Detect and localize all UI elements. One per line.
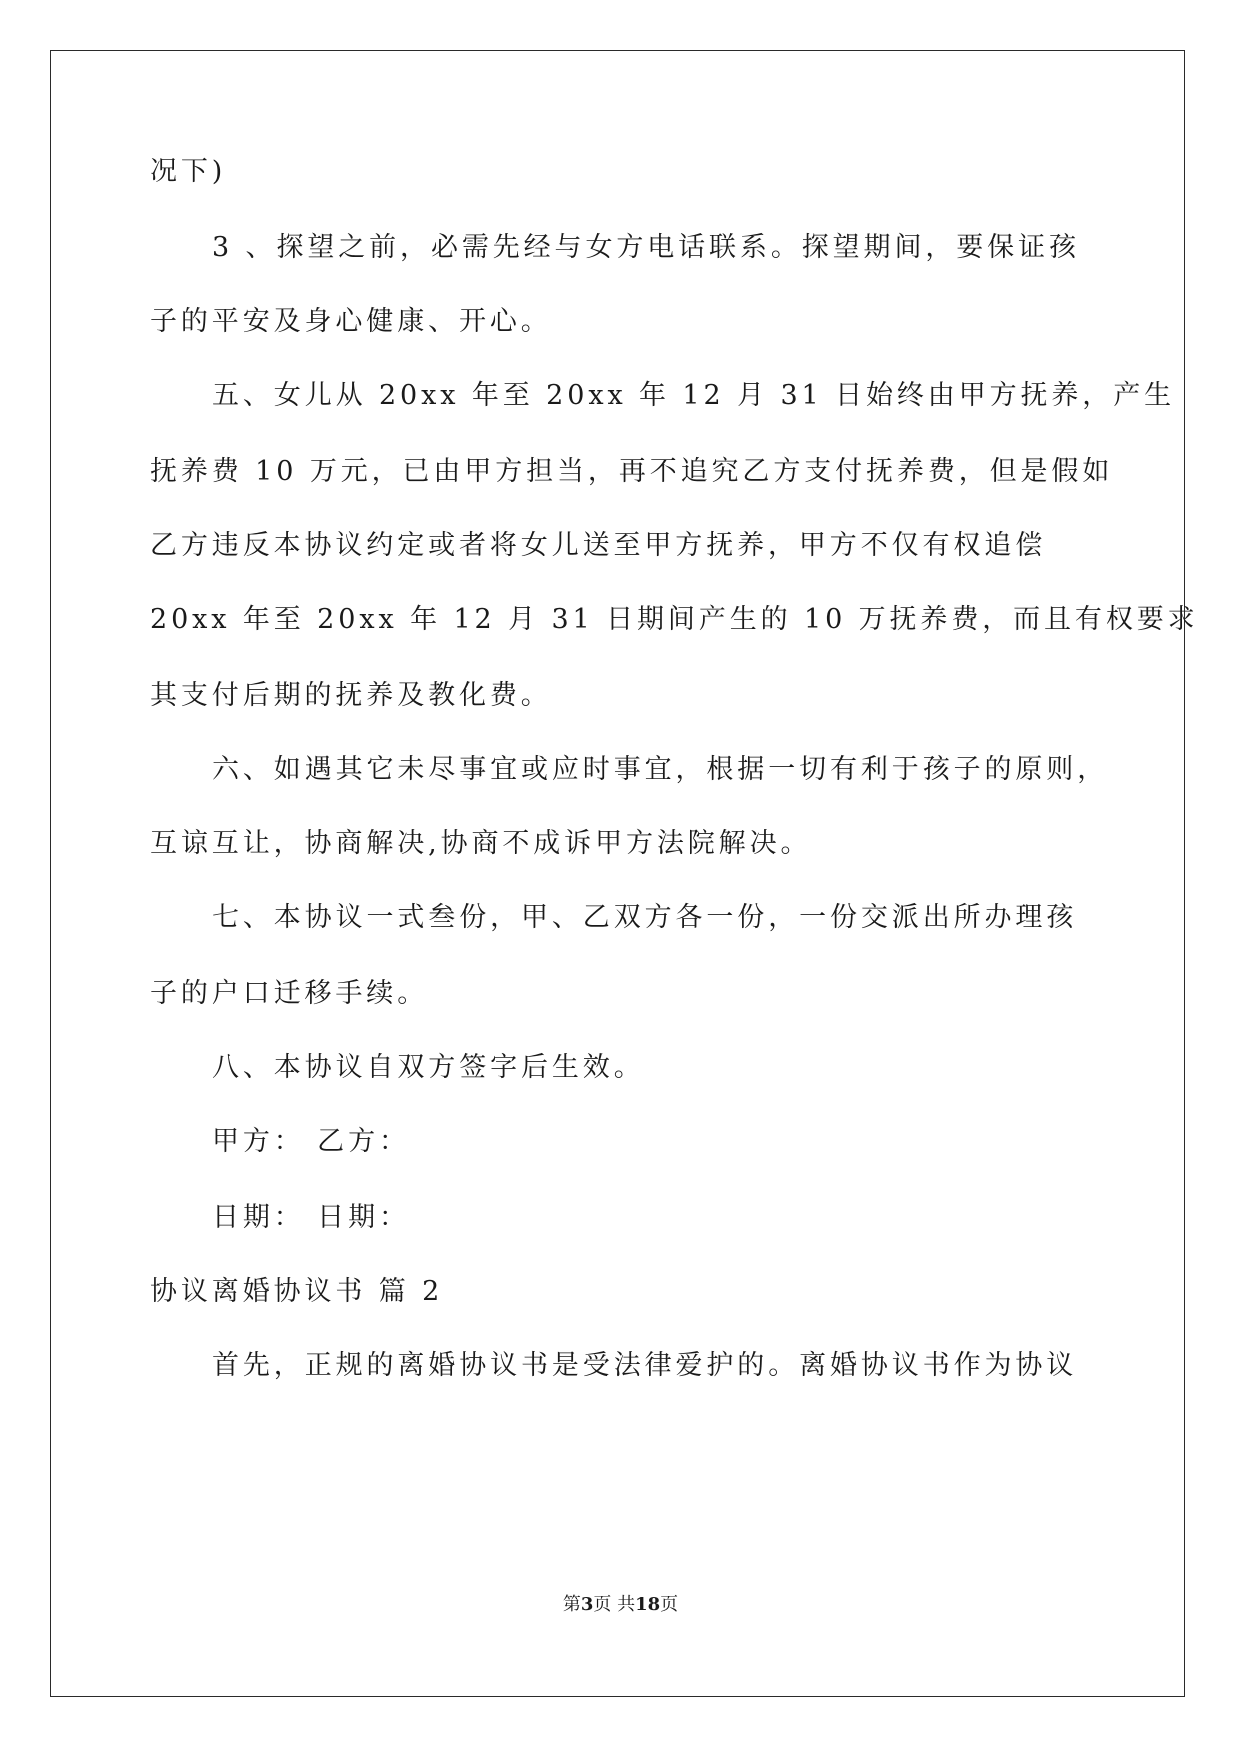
page-label: 第 <box>562 1594 581 1615</box>
text-line: 六、如遇其它未尽事宜或应时事宜，根据一切有利于孩子的原则， <box>212 754 1109 785</box>
text-line: 子的平安及身心健康、开心。 <box>150 306 552 337</box>
text-line: 首先，正规的离婚协议书是受法律爱护的。离婚协议书作为协议 <box>212 1350 1078 1381</box>
text-line: 互谅互让，协商解决,协商不成诉甲方法院解决。 <box>150 828 812 859</box>
text-line: 乙方违反本协议约定或者将女儿送至甲方抚养，甲方不仅有权追偿 <box>150 530 1047 561</box>
text-line: 五、女儿从 20xx 年至 20xx 年 12 月 31 日始终由甲方抚养，产生 <box>212 380 1175 411</box>
page-footer <box>0 1590 1241 1616</box>
page-total: 18 <box>635 1594 661 1615</box>
page-current: 3 <box>580 1594 594 1615</box>
text-line: 其支付后期的抚养及教化费。 <box>150 680 552 711</box>
text-line: 抚养费 10 万元，已由甲方担当，再不追究乙方支付抚养费，但是假如 <box>150 456 1114 487</box>
signature-dates: 日期： 日期： <box>212 1202 410 1233</box>
section-heading: 协议离婚协议书 篇 2 <box>150 1276 444 1307</box>
page-label: 页 共 <box>593 1594 636 1615</box>
text-line: 子的户口迁移手续。 <box>150 978 429 1009</box>
page-border <box>50 50 1185 1697</box>
text-line: 八、本协议自双方签字后生效。 <box>212 1052 645 1083</box>
page-label: 页 <box>660 1594 679 1615</box>
text-line: 况下) <box>150 156 227 187</box>
text-line: 七、本协议一式叁份，甲、乙双方各一份，一份交派出所办理孩 <box>212 902 1078 933</box>
text-line: 3 、探望之前，必需先经与女方电话联系。探望期间，要保证孩 <box>212 232 1080 263</box>
text-line: 20xx 年至 20xx 年 12 月 31 日期间产生的 10 万抚养费，而且有权要求 <box>150 604 1199 635</box>
signature-parties: 甲方： 乙方： <box>212 1126 410 1157</box>
